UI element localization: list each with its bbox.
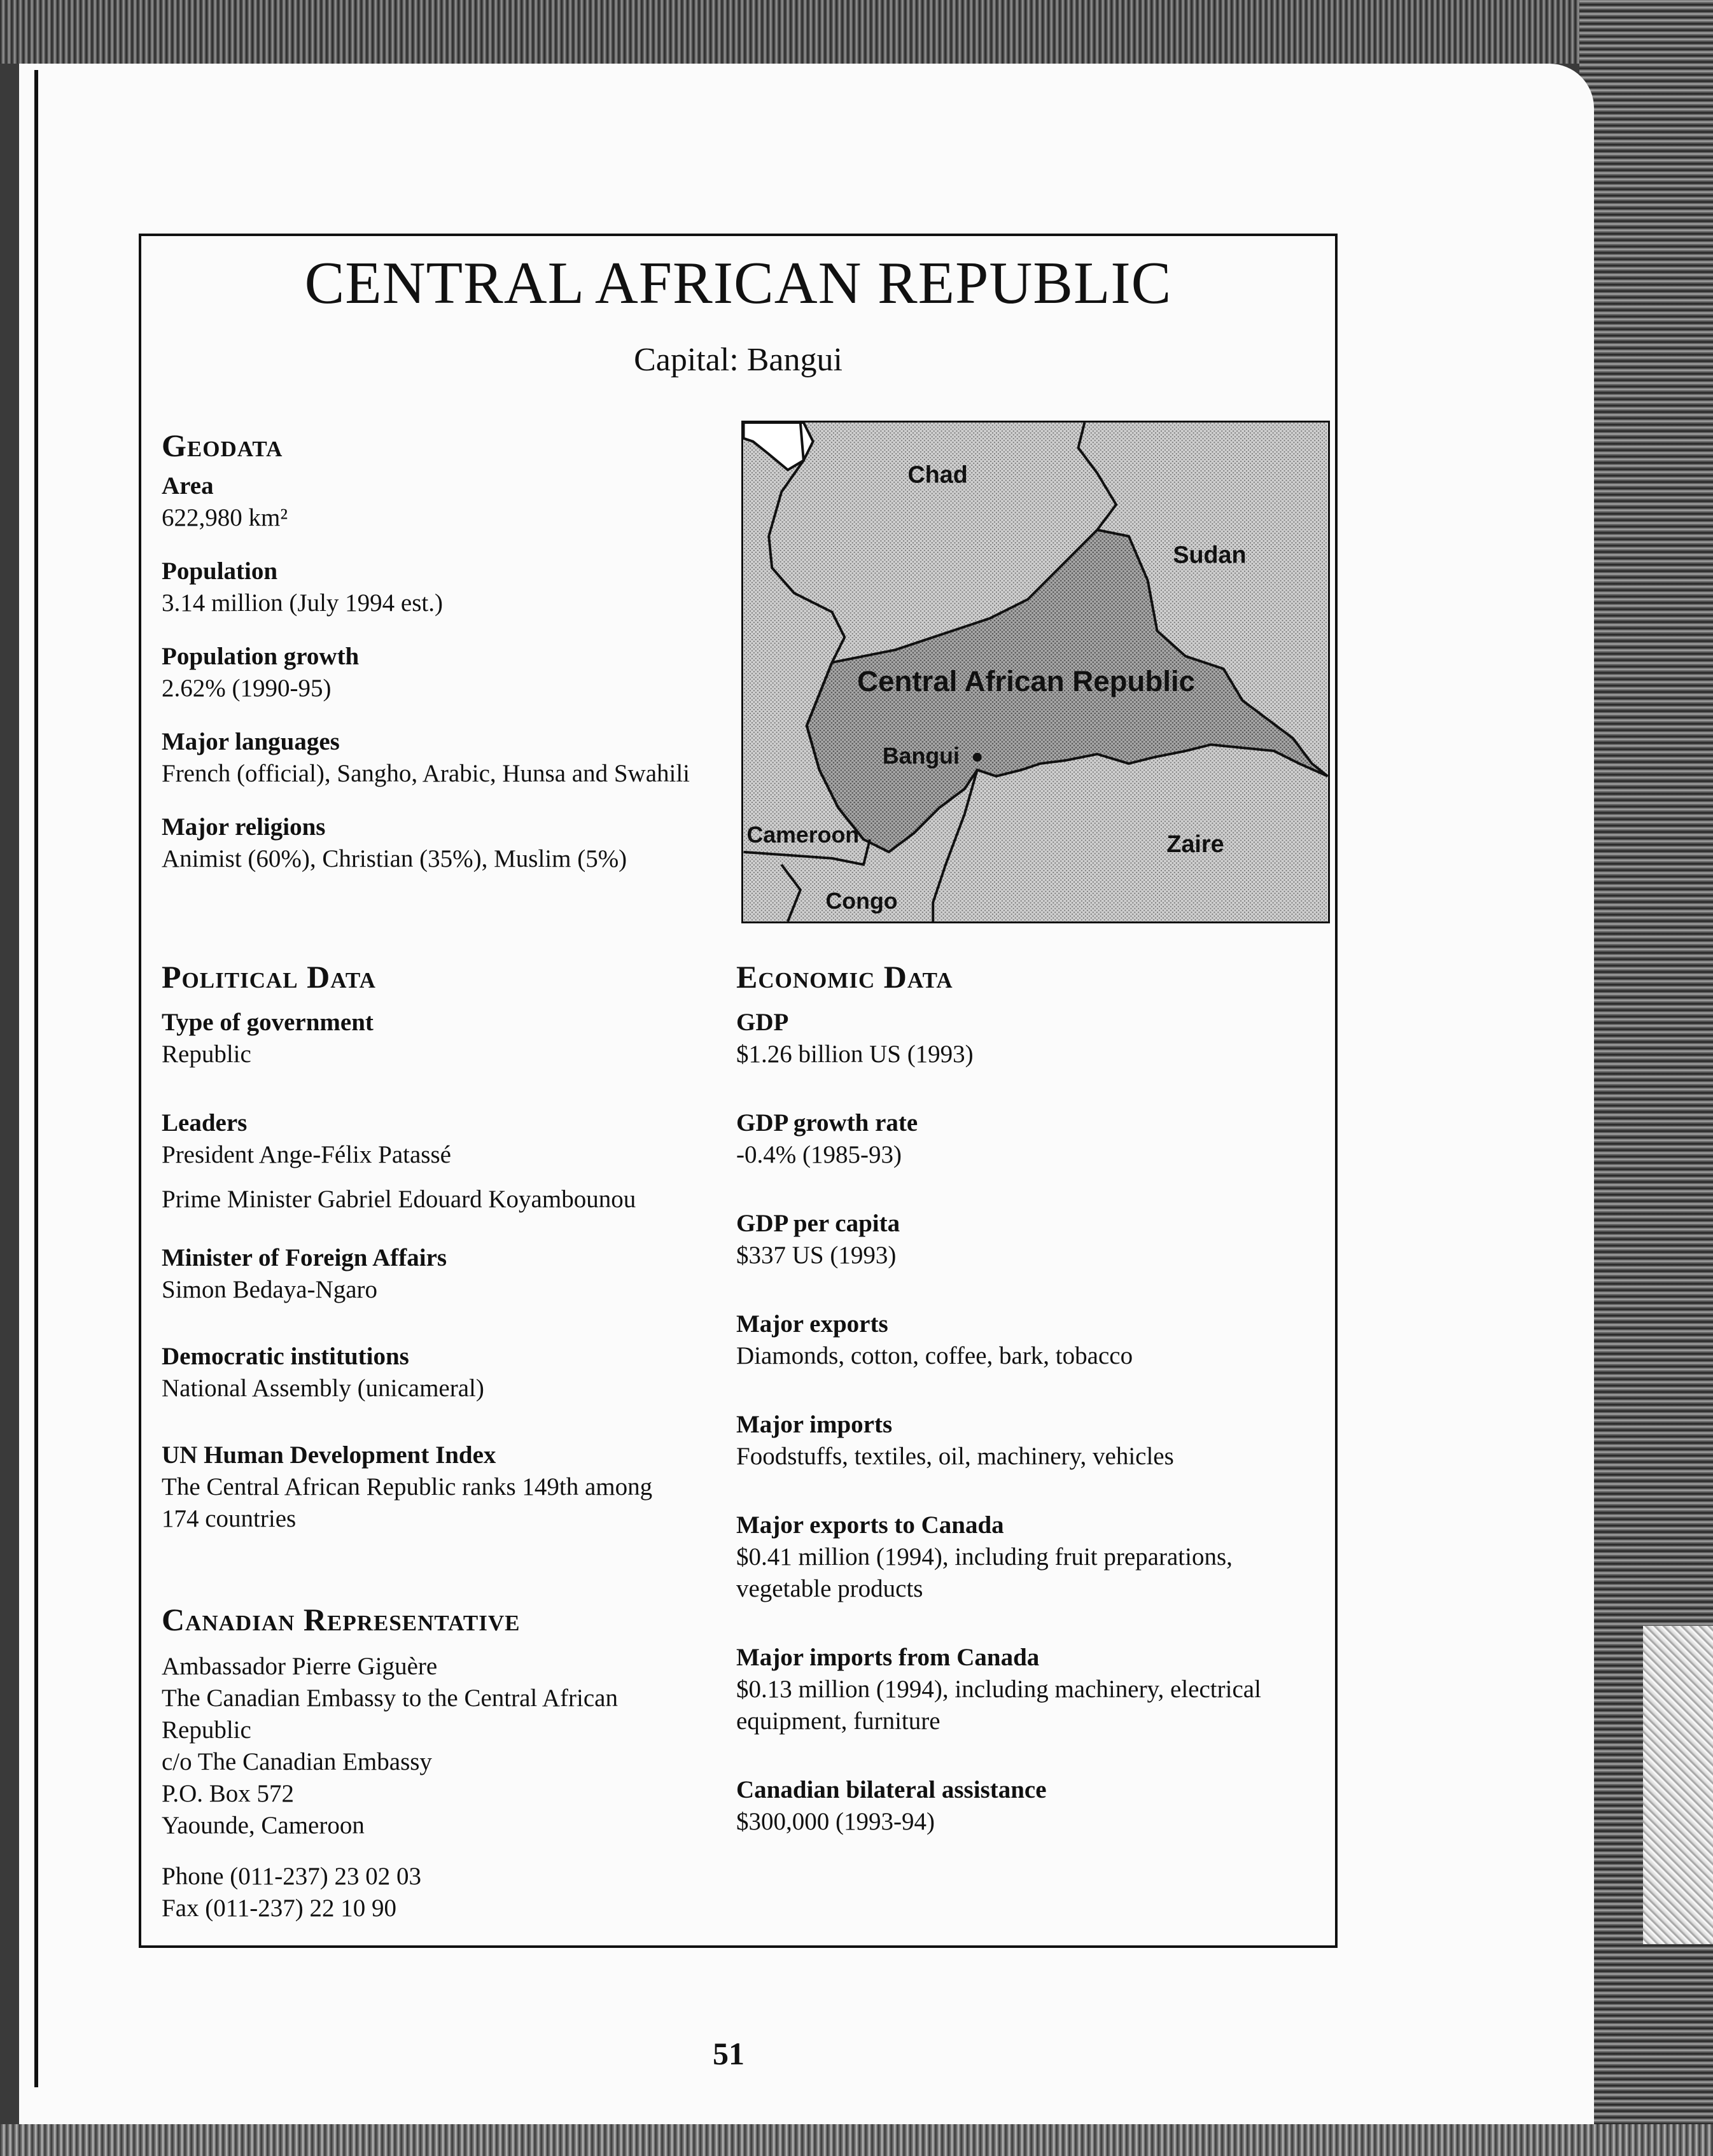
rep-embassy: The Canadian Embassy to the Central African: [162, 1684, 618, 1712]
religions-label: Major religions: [162, 813, 326, 841]
leaders-label: Leaders: [162, 1109, 248, 1137]
hdi-label: UN Human Development Index: [162, 1441, 496, 1469]
gdp-value: $1.26 billion US (1993): [736, 1040, 974, 1068]
map-graphic: [743, 423, 1328, 921]
hdi-value-line-2: 174 countries: [162, 1505, 297, 1532]
capital-line: Capital: Bangui: [634, 342, 843, 378]
representative-section: [162, 1601, 722, 1924]
gdp-per-capita-value: $337 US (1993): [736, 1242, 897, 1269]
population-label: Population: [162, 557, 278, 585]
page-title: CENTRAL AFRICAN REPUBLIC: [304, 250, 1172, 316]
imports-from-canada-label: Major imports from Canada: [736, 1644, 1040, 1671]
exports-label: Major exports: [736, 1310, 888, 1338]
rep-city: Yaounde, Cameroon: [162, 1812, 365, 1839]
scan-edge-top: [0, 0, 1713, 64]
democratic-institutions-label: Democratic institutions: [162, 1343, 409, 1370]
geodata-section: [162, 427, 722, 875]
economic-heading: Economic Data: [736, 959, 953, 995]
government-label: Type of government: [162, 1009, 374, 1036]
rep-po-box: P.O. Box 572: [162, 1780, 295, 1807]
gdp-label: GDP: [736, 1009, 789, 1036]
country-profile-box: [139, 234, 1338, 1948]
democratic-institutions-value: National Assembly (unicameral): [162, 1375, 484, 1402]
gdp-growth-label: GDP growth rate: [736, 1109, 918, 1137]
government-value: Republic: [162, 1040, 251, 1068]
country-map: [741, 421, 1330, 923]
map-label-bangui: Bangui: [882, 743, 960, 769]
area-label: Area: [162, 472, 214, 500]
foreign-minister-label: Minister of Foreign Affairs: [162, 1244, 447, 1271]
leader-president: President Ange-Félix Patassé: [162, 1141, 451, 1168]
hdi-value-line-1: The Central African Republic ranks 149th among: [162, 1473, 653, 1501]
political-heading: Political Data: [162, 959, 376, 995]
representative-heading: Canadian Representative: [162, 1602, 521, 1637]
population-growth-value: 2.62% (1990-95): [162, 675, 332, 702]
exports-to-canada-value-line-2: vegetable products: [736, 1575, 923, 1602]
map-label-car: Central African Republic: [857, 664, 1196, 697]
scan-edge-right-light: [1643, 1626, 1713, 1944]
imports-from-canada-value-line-2: equipment, furniture: [736, 1707, 940, 1735]
map-label-congo: Congo: [825, 888, 898, 914]
geodata-heading: Geodata: [162, 428, 283, 463]
rep-care-of: c/o The Canadian Embassy: [162, 1748, 432, 1775]
rep-fax: Fax (011-237) 22 10 90: [162, 1894, 397, 1922]
imports-label: Major imports: [736, 1411, 893, 1438]
population-value: 3.14 million (July 1994 est.): [162, 589, 443, 617]
area-value: 622,980 km²: [162, 504, 288, 531]
rep-phone: Phone (011-237) 23 02 03: [162, 1863, 422, 1890]
imports-from-canada-value-line-1: $0.13 million (1994), including machinery, electrical: [736, 1676, 1261, 1703]
page-binding: [19, 70, 38, 2087]
map-label-cameroon: Cameroon: [746, 822, 860, 848]
rep-ambassador: Ambassador Pierre Giguère: [162, 1653, 438, 1680]
map-label-sudan: Sudan: [1173, 541, 1247, 568]
population-growth-label: Population growth: [162, 643, 360, 670]
exports-value: Diamonds, cotton, coffee, bark, tobacco: [736, 1342, 1133, 1369]
map-label-chad: Chad: [907, 461, 968, 488]
exports-to-canada-value-line-1: $0.41 million (1994), including fruit preparations,: [736, 1543, 1233, 1571]
bilateral-assistance-label: Canadian bilateral assistance: [736, 1776, 1047, 1803]
scan-edge-bottom: [0, 2124, 1713, 2156]
rep-republic: Republic: [162, 1716, 251, 1744]
gdp-per-capita-label: GDP per capita: [736, 1210, 900, 1237]
map-label-zaire: Zaire: [1166, 830, 1224, 857]
bangui-marker: [973, 753, 982, 762]
foreign-minister-value: Simon Bedaya-Ngaro: [162, 1276, 378, 1303]
languages-label: Major languages: [162, 728, 340, 755]
political-section: [162, 958, 722, 1535]
economic-section: [736, 958, 1309, 1838]
exports-to-canada-label: Major exports to Canada: [736, 1511, 1004, 1539]
gdp-growth-value: -0.4% (1985-93): [736, 1141, 902, 1168]
religions-value: Animist (60%), Christian (35%), Muslim (5%): [162, 845, 627, 872]
leader-prime-minister: Prime Minister Gabriel Edouard Koyambounou: [162, 1186, 636, 1213]
page-number: 51: [713, 2036, 745, 2071]
imports-value: Foodstuffs, textiles, oil, machinery, vehicles: [736, 1443, 1174, 1470]
bilateral-assistance-value: $300,000 (1993-94): [736, 1808, 935, 1835]
languages-value: French (official), Sangho, Arabic, Hunsa and Swahili: [162, 760, 690, 787]
